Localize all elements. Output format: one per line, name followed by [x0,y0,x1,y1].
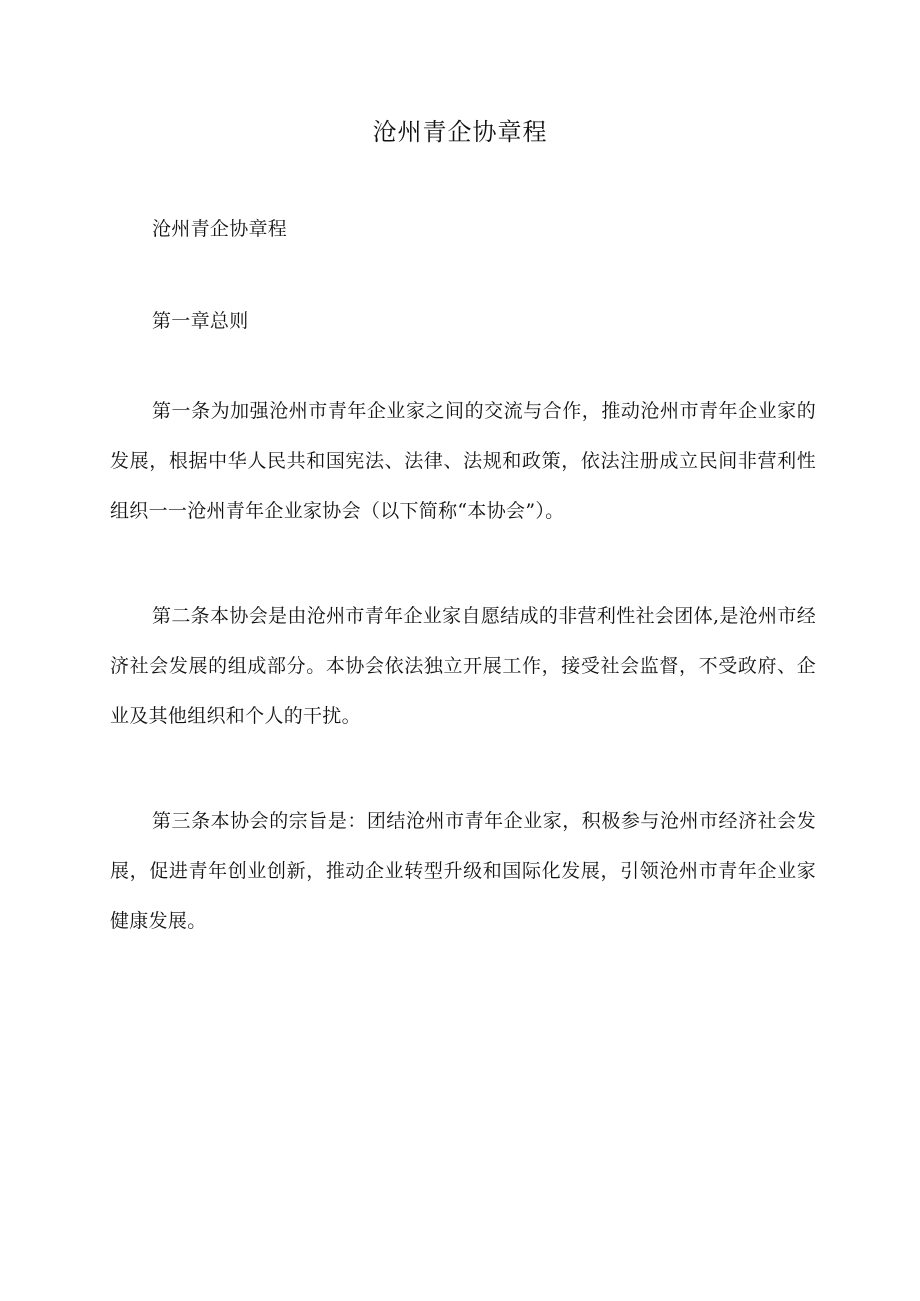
article-1: 第一条为加强沧州市青年企业家之间的交流与合作，推动沧州市青年企业家的发展，根据中华人民共和国宪法、法律、法规和政策，依法注册成立民间非营利性组织一一沧州青年企业家协会（以下简称“本协会”）。 [110,400,816,522]
chapter-heading: 第一章总则 [152,310,249,332]
article-3: 第三条本协会的宗旨是：团结沧州市青年企业家，积极参与沧州市经济社会发展，促进青年创业创新，推动企业转型升级和国际化发展，引领沧州市青年企业家健康发展。 [110,810,816,932]
document-subtitle: 沧州青企协章程 [152,218,288,240]
article-2: 第二条本协会是由沧州市青年企业家自愿结成的非营利性社会团体,是沧州市经济社会发展的组成部分。本协会依法独立开展工作，接受社会监督，不受政府、企业及其他组织和个人的干扰。 [110,605,816,727]
document-title: 沧州青企协章程 [372,118,548,146]
